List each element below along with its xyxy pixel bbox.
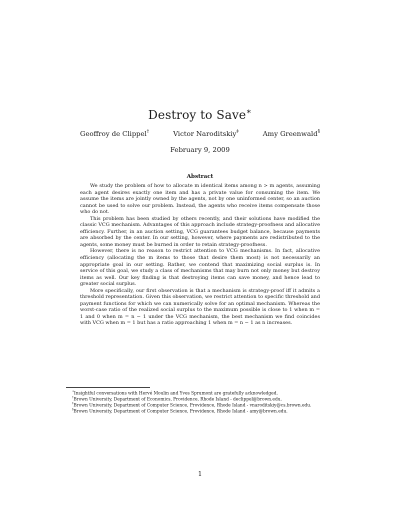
footnote-mark: § (72, 407, 74, 412)
author-footnote-mark: ‡ (236, 129, 239, 135)
page-number: 1 (197, 471, 202, 478)
author-list (0, 130, 400, 138)
author-name: Geoffroy de Clippel (80, 130, 147, 138)
author-footnote-mark: § (317, 129, 320, 135)
author-3 (263, 130, 320, 138)
author-name: Victor Naroditskiy (173, 130, 237, 138)
footnote-text: Brown University, Department of Economics, Providence, Rhode Island - declippel@brown.edu. (73, 397, 282, 403)
author-name: Amy Greenwald (262, 130, 318, 138)
footnote-mark: ∗ (72, 389, 75, 393)
paper-title (0, 108, 400, 122)
footnote-text: Insightful conversations with Hervé Moulin and Yves Sprumont are gratefully acknowledged. (74, 391, 278, 397)
abstract-paragraph: We study the problem of how to allocate m identical items among n > m agents, assuming each agent desires exactly one item and has a private value for consuming the item. We assume the items are jointly owned by the agents, not by one uninformed center, so an auction cannot be used to solve our problem. Instead, the agents who receive items compensate those who do not. (80, 183, 320, 216)
footnotes (66, 387, 334, 415)
author-1 (80, 130, 149, 138)
footnote-text: Brown University, Department of Computer Science, Providence, Rhode Island - amy@brown.edu. (73, 409, 288, 415)
abstract-paragraph: This problem has been studied by others recently, and their solutions have modified the classic VCG mechanism. Advantages of this approach include strategy-proofness and allocative efficiency. Further, in an auction setting, VCG guarantees budget balance, because payments are absorbed by the center. In our setting, however, where payments are redistributed to the agents, some money must be burned in order to retain strategy-proofness. (80, 215, 320, 248)
title-footnote-mark: ∗ (246, 106, 252, 116)
abstract-heading: Abstract (186, 174, 214, 180)
footnote (66, 409, 334, 415)
footnote-divider (66, 387, 150, 388)
footnote-mark: ‡ (72, 401, 74, 406)
paper-date: February 9, 2009 (170, 146, 230, 154)
abstract-body (80, 183, 320, 327)
footnote-mark: † (72, 395, 74, 400)
abstract-paragraph: More specifically, our first observation is that a mechanism is strategy-proof iff it admits a threshold representation. Given this observation, we restrict attention to specific threshold and payment functions for which we can numerically solve for an optimal mechanism. Whereas the worst-case ratio of the realized social surplus to the maximum possible is close to 1 when m = 1 and 0 when m = n − 1 under the VCG mechanism, the best mechanism we find coincides with VCG when m = 1 but has a ratio approaching 1 when m = n − 1 as n increases. (80, 287, 320, 327)
footnote-text: Brown University, Department of Computer Science, Providence, Rhode Island - vnaroditskiy@cs.brown.edu. (73, 403, 312, 409)
author-footnote-mark: † (146, 129, 150, 135)
abstract-paragraph: However, there is no reason to restrict attention to VCG mechanisms. In fact, allocative efficiency (allocating the m items to those that desire them most) is not necessarily an appropriate goal in our setting. Rather, we contend that maximizing social surplus is. In service of this goal, we study a class of mechanisms that may burn not only money but destroy items as well. Our key finding is that destroying items can save money, and hence lead to greater social surplus. (80, 248, 320, 288)
title-text: Destroy to Save (148, 108, 247, 122)
author-2 (173, 130, 239, 138)
